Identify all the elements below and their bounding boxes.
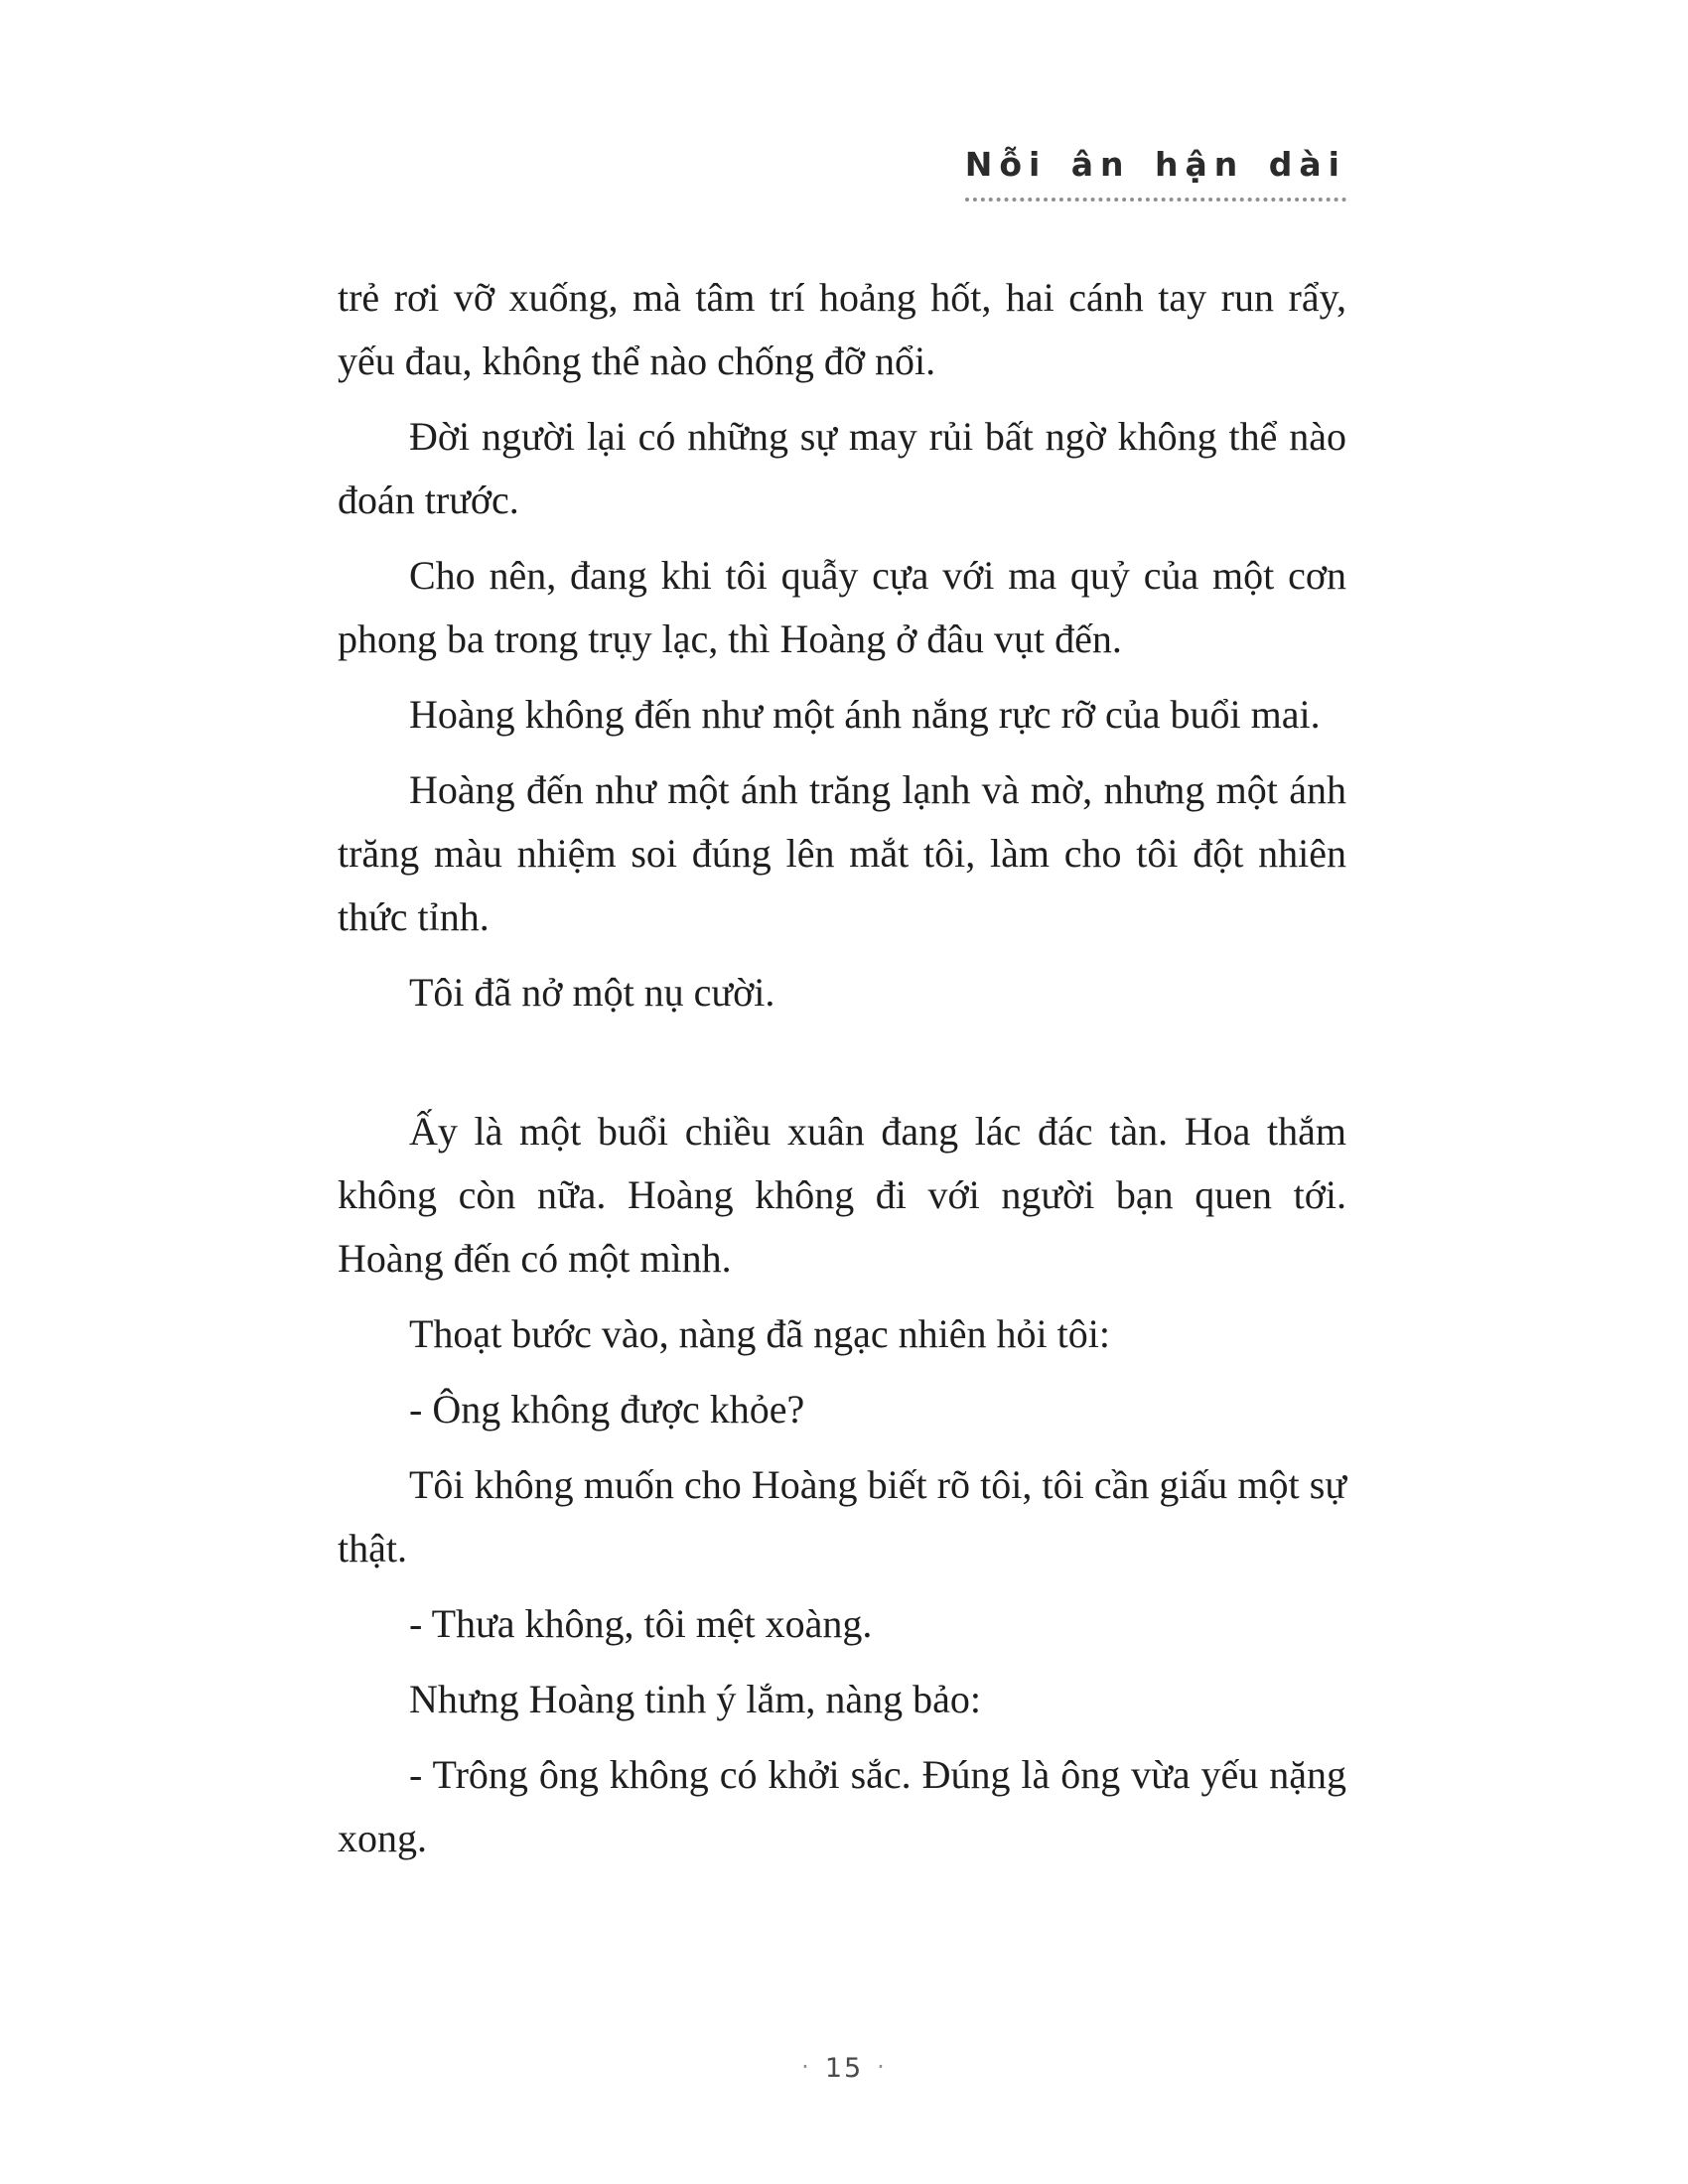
paragraph: Đời người lại có những sự may rủi bất ngờ không thể nào đoán trước. [338, 414, 1346, 522]
running-head-title: Nỗi ân hận dài [965, 145, 1346, 202]
dialogue-line: - Thưa không, tôi mệt xoàng. [409, 1601, 873, 1646]
paragraph: Cho nên, đang khi tôi quẫy cựa với ma quỷ của một cơn phong ba trong trụy lạc, thì Hoàng ở đâu vụt đến. [338, 553, 1346, 661]
dialogue-line: - Trông ông không có khởi sắc. Đúng là ông vừa yếu nặng xong. [338, 1752, 1346, 1860]
paragraph: Tôi đã nở một nụ cười. [409, 970, 775, 1015]
paragraph: Thoạt bước vào, nàng đã ngạc nhiên hỏi tôi: [409, 1311, 1110, 1356]
paragraph: Hoàng đến như một ánh trăng lạnh và mờ, nhưng một ánh trăng màu nhiệm soi đúng lên mắt tôi, làm cho tôi đột nhiên thức tỉnh. [338, 767, 1346, 939]
page-header [338, 145, 1346, 202]
page-number: 15 [824, 2053, 864, 2084]
paragraph: Hoàng không đến như một ánh nắng rực rỡ của buổi mai. [409, 692, 1321, 737]
footer-dot-right: · [877, 2053, 887, 2081]
dialogue-line: - Ông không được khỏe? [409, 1387, 805, 1432]
footer-dot-left: · [801, 2053, 811, 2081]
paragraph: Nhưng Hoàng tinh ý lắm, nàng bảo: [409, 1677, 982, 1721]
paragraph: Ấy là một buổi chiều xuân đang lác đác tàn. Hoa thắm không còn nữa. Hoàng không đi với người bạn quen tới. Hoàng đến có một mình. [338, 1109, 1346, 1281]
paragraph: Tôi không muốn cho Hoàng biết rõ tôi, tôi cần giấu một sự thật. [338, 1462, 1346, 1570]
body-text [338, 266, 1346, 1882]
paragraph: trẻ rơi vỡ xuống, mà tâm trí hoảng hốt, hai cánh tay run rẩy, yếu đau, không thể nào chống đỡ nổi. [338, 275, 1346, 383]
page-footer [0, 2053, 1688, 2084]
